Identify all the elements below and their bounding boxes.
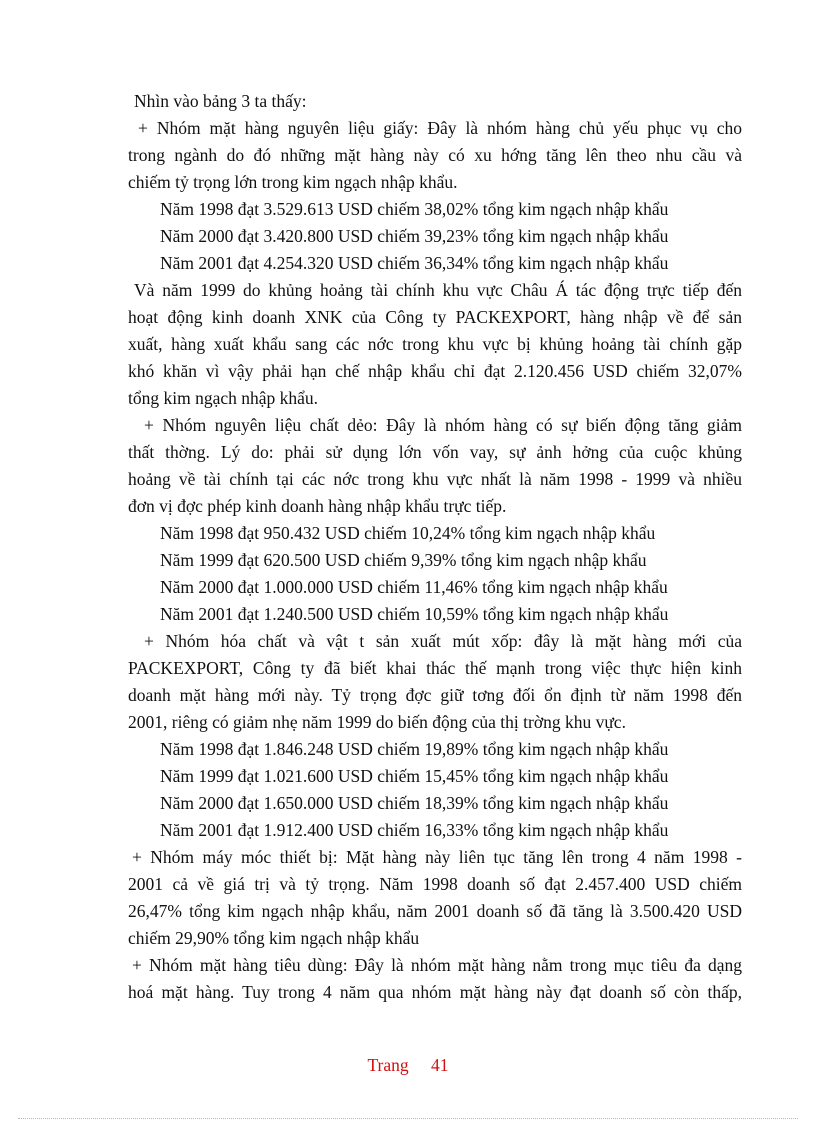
paragraph-line: + Nhóm nguyên liệu chất dẻo: Đây là nhóm hàng có sự biến động tăng giảm — [144, 415, 742, 435]
statistic-line: Năm 2000 đạt 1.000.000 USD chiếm 11,46% tổng kim ngạch nhập khẩu — [160, 577, 668, 597]
paragraph-line: 2001, riêng có giảm nhẹ năm 1999 do biến động của thị trờng khu vực. — [128, 712, 626, 732]
paragraph-line: + Nhóm mặt hàng tiêu dùng: Đây là nhóm mặt hàng nằm trong mục tiêu đa dạng — [132, 955, 742, 975]
statistic-line: Năm 1998 đạt 3.529.613 USD chiếm 38,02% tổng kim ngạch nhập khẩu — [160, 199, 669, 219]
paragraph-line: + Nhóm máy móc thiết bị: Mặt hàng này liên tục tăng lên trong 4 năm 1998 - — [132, 847, 742, 867]
paragraph-line: Và năm 1999 do khủng hoảng tài chính khu vực Châu Á tác động trực tiếp đến — [134, 280, 742, 300]
paragraph-line: xuất, hàng xuất khẩu sang các nớc trong khu vực bị khủng hoảng tài chính gặp — [128, 334, 742, 354]
statistic-line: Năm 1998 đạt 950.432 USD chiếm 10,24% tổng kim ngạch nhập khẩu — [160, 523, 656, 543]
paragraph-line: Nhìn vào bảng 3 ta thấy: — [134, 91, 307, 111]
statistic-line: Năm 1999 đạt 620.500 USD chiếm 9,39% tổng kim ngạch nhập khẩu — [160, 550, 647, 570]
paragraph-line: chiếm 29,90% tổng kim ngạch nhập khẩu — [128, 928, 420, 948]
paragraph-line: PACKEXPORT, Công ty đã biết khai thác thế mạnh trong việc thực hiện kinh — [128, 658, 742, 678]
paragraph-line: + Nhóm mặt hàng nguyên liệu giấy: Đây là nhóm hàng chủ yếu phục vụ cho — [138, 118, 742, 138]
paragraph-line: đơn vị đợc phép kinh doanh hàng nhập khẩu trực tiếp. — [128, 496, 507, 516]
paragraph-line: 26,47% tổng kim ngạch nhập khẩu, năm 2001 doanh số đã tăng là 3.500.420 USD — [128, 901, 742, 921]
paragraph-line: + Nhóm hóa chất và vật t sản xuất mút xốp: đây là mặt hàng mới của — [144, 631, 742, 651]
page-bottom-divider — [18, 1118, 798, 1119]
statistic-line: Năm 1999 đạt 1.021.600 USD chiếm 15,45% tổng kim ngạch nhập khẩu — [160, 766, 669, 786]
paragraph-line: tổng kim ngạch nhập khẩu. — [128, 388, 319, 408]
statistic-line: Năm 2001 đạt 1.240.500 USD chiếm 10,59% tổng kim ngạch nhập khẩu — [160, 604, 669, 624]
paragraph-line: hoảng về tài chính tại các nớc trong khu vực nhất là năm 1998 - 1999 và nhiều — [128, 469, 742, 489]
paragraph-line: chiếm tỷ trọng lớn trong kim ngạch nhập khẩu. — [128, 172, 458, 192]
paragraph-line: 2001 cả về giá trị và tỷ trọng. Năm 1998 doanh số đạt 2.457.400 USD chiếm — [128, 874, 742, 894]
statistic-line: Năm 2001 đạt 1.912.400 USD chiếm 16,33% tổng kim ngạch nhập khẩu — [160, 820, 669, 840]
paragraph-line: khó khăn vì vậy phải hạn chế nhập khẩu chỉ đạt 2.120.456 USD chiếm 32,07% — [128, 361, 742, 381]
statistic-line: Năm 2000 đạt 3.420.800 USD chiếm 39,23% tổng kim ngạch nhập khẩu — [160, 226, 669, 246]
statistic-line: Năm 2001 đạt 4.254.320 USD chiếm 36,34% tổng kim ngạch nhập khẩu — [160, 253, 669, 273]
paragraph-line: doanh mặt hàng mới này. Tỷ trọng đợc giữ tơng đối ổn định từ năm 1998 đến — [128, 685, 742, 705]
paragraph-line: trong ngành do đó những mặt hàng này có xu hớng tăng lên theo nhu cầu và — [128, 145, 742, 165]
page-number-footer: Trang 41 — [367, 1055, 449, 1075]
paragraph-line: thất thờng. Lý do: phải sử dụng lớn vốn vay, sự ảnh hởng của cuộc khủng — [128, 442, 742, 462]
paragraph-line: hoá mặt hàng. Tuy trong 4 năm qua nhóm mặt hàng này đạt doanh số còn thấp, — [128, 982, 742, 1002]
paragraph-line: hoạt động kinh doanh XNK của Công ty PACKEXPORT, hàng nhập về để sản — [128, 307, 742, 327]
statistic-line: Năm 2000 đạt 1.650.000 USD chiếm 18,39% tổng kim ngạch nhập khẩu — [160, 793, 669, 813]
statistic-line: Năm 1998 đạt 1.846.248 USD chiếm 19,89% tổng kim ngạch nhập khẩu — [160, 739, 669, 759]
